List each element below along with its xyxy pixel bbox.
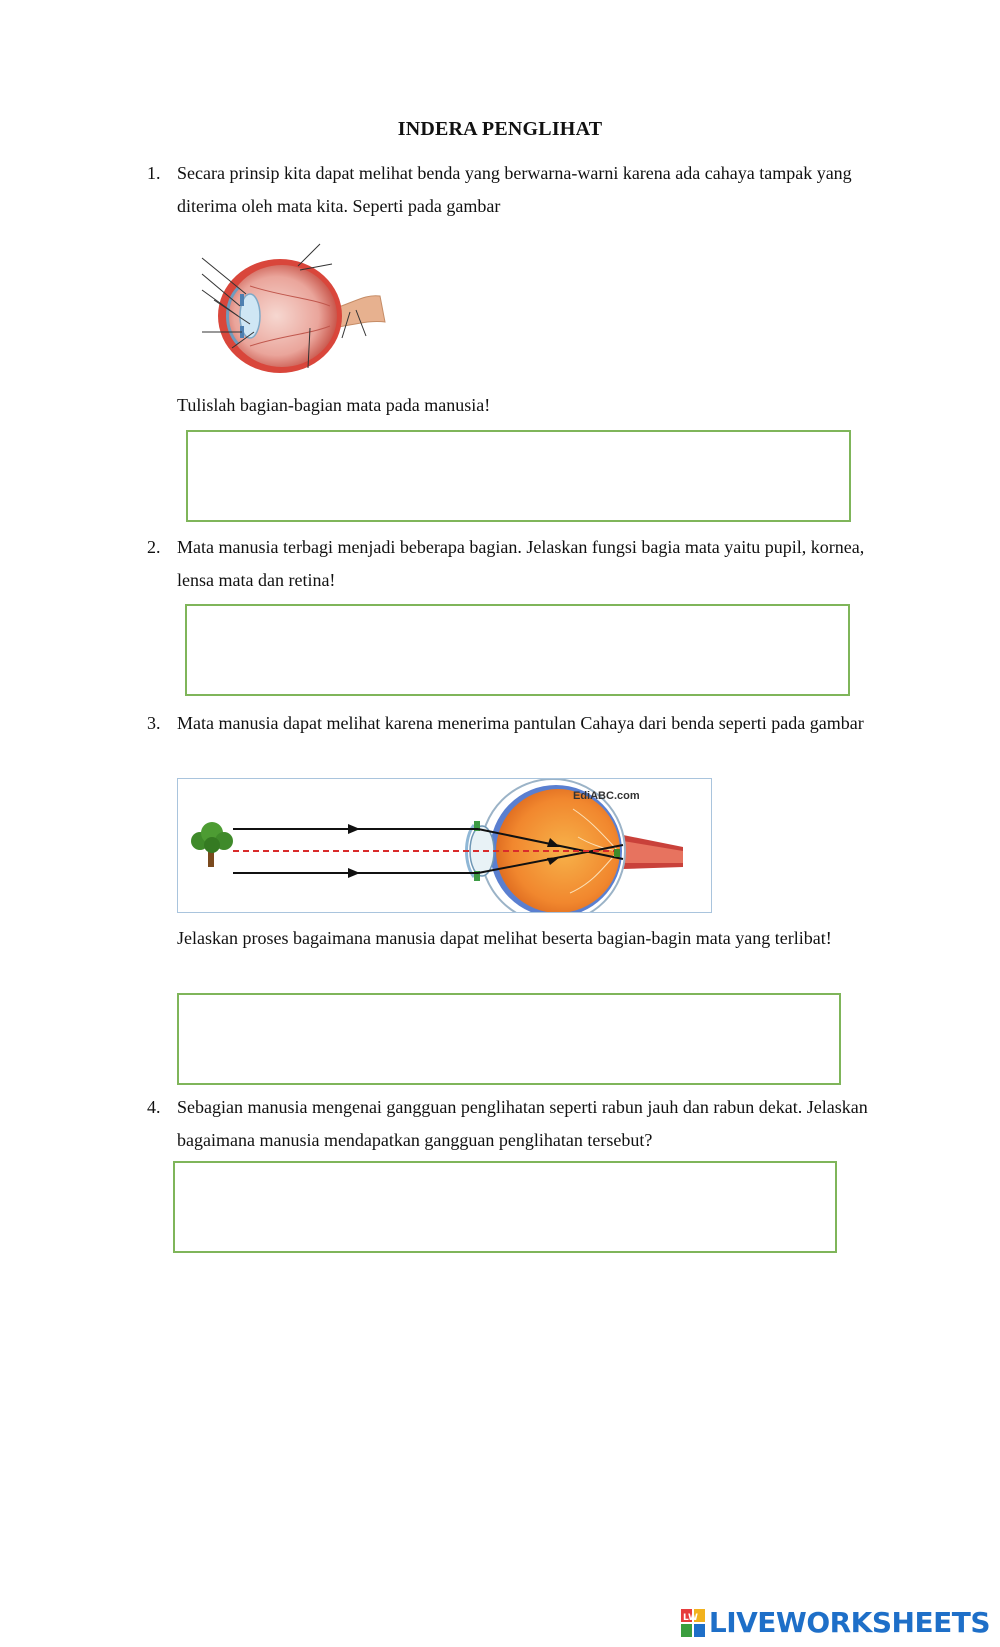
answer-box-3[interactable] (177, 993, 841, 1085)
question-1-number: 1. (147, 163, 161, 183)
question-4-text: Sebagian manusia mengenai gangguan penglihatan seperti rabun jauh dan rabun dekat. Jelaskan bagaimana manusia mendapatkan gangguan penglihatan tersebut? (177, 1097, 868, 1150)
liveworksheets-brand[interactable] (681, 1606, 990, 1639)
question-1-prompt: Tulislah bagian-bagian mata pada manusia! (177, 395, 491, 415)
question-3-number: 3. (147, 713, 161, 733)
question-4-number: 4. (147, 1097, 161, 1117)
liveworksheets-logo-icon (681, 1609, 705, 1637)
question-2-text: Mata manusia terbagi menjadi beberapa bagian. Jelaskan fungsi bagia mata yaitu pupil, kornea, lensa mata dan retina! (177, 537, 865, 590)
logo-letters: LW (682, 1612, 698, 1623)
light-refraction-figure (177, 778, 712, 913)
answer-box-4[interactable] (173, 1161, 837, 1253)
answer-box-1[interactable] (186, 430, 851, 522)
brand-name: LIVEWORKSHEETS (708, 1606, 990, 1639)
eye-anatomy-figure (180, 236, 405, 386)
page-title: INDERA PENGLIHAT (397, 118, 603, 140)
answer-box-2[interactable] (185, 604, 850, 696)
question-3-text: Mata manusia dapat melihat karena menerima pantulan Cahaya dari benda seperti pada gambar (177, 713, 864, 733)
figure-credit: EdiABC.com (573, 790, 640, 802)
question-1-text: Secara prinsip kita dapat melihat benda yang berwarna-warni karena ada cahaya tampak yang diterima oleh mata kita. Seperti pada gambar (177, 163, 852, 216)
question-2-number: 2. (147, 537, 161, 557)
question-3-prompt: Jelaskan proses bagaimana manusia dapat melihat beserta bagian-bagin mata yang terlibat! (177, 928, 832, 948)
